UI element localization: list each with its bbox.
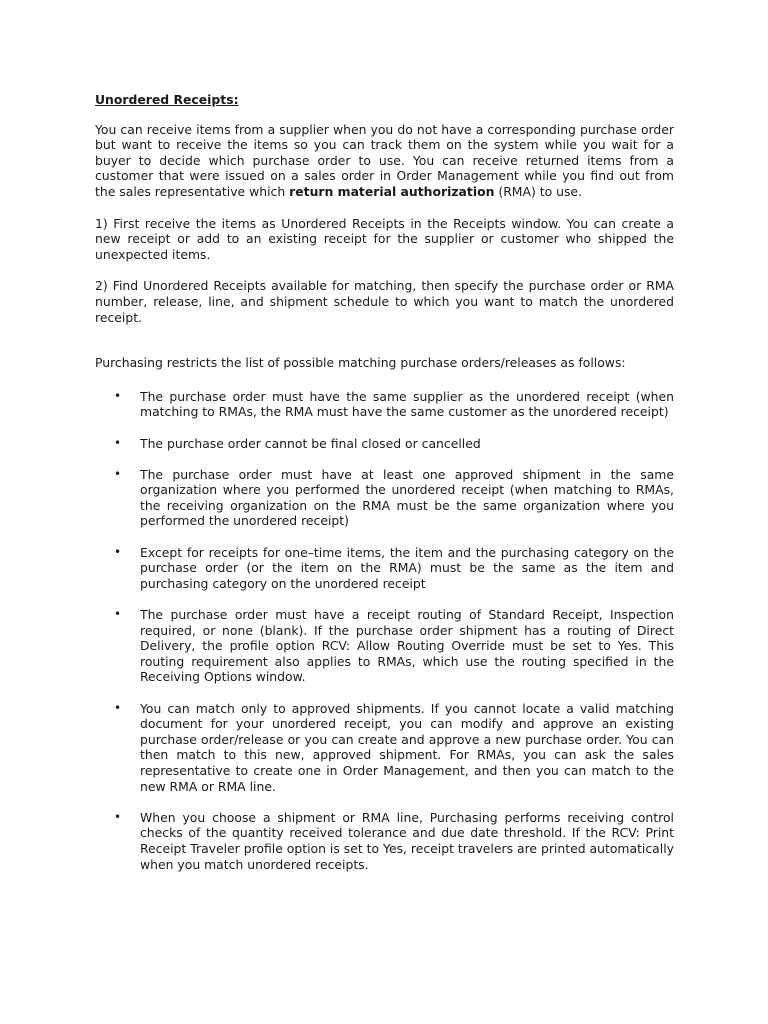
list-item-text: When you choose a shipment or RMA line, Purchasing performs receiving control checks of the quantity received tolerance and due date threshold. If the RCV: Print Receipt Traveler profile option is set to Yes, receipt travelers are printed automatically when you match unordered receipts. xyxy=(140,809,674,872)
bullet-icon: • xyxy=(114,466,122,481)
list-item xyxy=(95,389,674,420)
list-item xyxy=(95,810,674,872)
intro-text-before: You can receive items from a supplier when you do not have a corresponding purchase order but want to receive the items so you can track them on the system while you wait for a buyer to decide which purchase order to use. You can receive returned items from a customer that were issued on a sales order in Order Management while you find out from the sales representative which xyxy=(95,121,674,199)
step-1-paragraph: 1) First receive the items as Unordered Receipts in the Receipts window. You can create a new receipt or add to an existing receipt for the supplier or customer who shipped the unexpected items. xyxy=(95,215,674,262)
list-item xyxy=(95,545,674,592)
restrictions-list xyxy=(95,389,674,872)
list-item-text: You can match only to approved shipments. If you cannot locate a valid matching document for your unordered receipt, you can modify and approve an existing purchase order/release or you can create and approve a new purchase order. You can then match to this new, approved shipment. For RMAs, you can ask the sales representative to create one in Order Management, and then you can match to the new RMA or RMA line. xyxy=(140,700,674,794)
list-item xyxy=(95,436,674,452)
intro-bold-term: return material authorization xyxy=(289,183,495,199)
bullet-icon: • xyxy=(114,388,122,403)
restrictions-intro: Purchasing restricts the list of possible matching purchase orders/releases as follows: xyxy=(95,355,626,371)
bullet-icon: • xyxy=(114,607,122,622)
step-2-paragraph: 2) Find Unordered Receipts available for matching, then specify the purchase order or RMA number, release, line, and shipment schedule to which you want to match the unordered receipt. xyxy=(95,278,674,325)
list-item xyxy=(95,701,674,795)
intro-text-after: (RMA) to use. xyxy=(494,183,582,199)
list-item-text: Except for receipts for one–time items, the item and the purchasing category on the purchase order (or the item on the RMA) must be the same as the item and purchasing category on the unordered receipt xyxy=(140,544,674,591)
list-item-text: The purchase order must have at least one approved shipment in the same organization where you performed the unordered receipt (when matching to RMAs, the receiving organization on the RMA must be the same organization where you performed the unordered receipt) xyxy=(140,466,674,529)
list-item-text: The purchase order must have the same supplier as the unordered receipt (when matching to RMAs, the RMA must have the same customer as the unordered receipt) xyxy=(140,388,674,420)
bullet-icon: • xyxy=(114,544,122,559)
intro-paragraph xyxy=(95,122,674,200)
bullet-icon: • xyxy=(114,435,122,450)
list-item-text: The purchase order cannot be final closed or cancelled xyxy=(140,435,481,451)
list-item xyxy=(95,607,674,685)
document-page xyxy=(95,92,674,888)
list-item-text: The purchase order must have a receipt routing of Standard Receipt, Inspection required, or none (blank). If the purchase order shipment has a routing of Direct Delivery, the profile option RCV: Allow Routing Override must be set to Yes. This routing requirement also applies to RMAs, which use the routing specified in the Receiving Options window. xyxy=(140,607,674,685)
bullet-icon: • xyxy=(114,809,122,824)
list-item xyxy=(95,467,674,529)
document-title: Unordered Receipts: xyxy=(95,92,239,107)
bullet-icon: • xyxy=(114,700,122,715)
